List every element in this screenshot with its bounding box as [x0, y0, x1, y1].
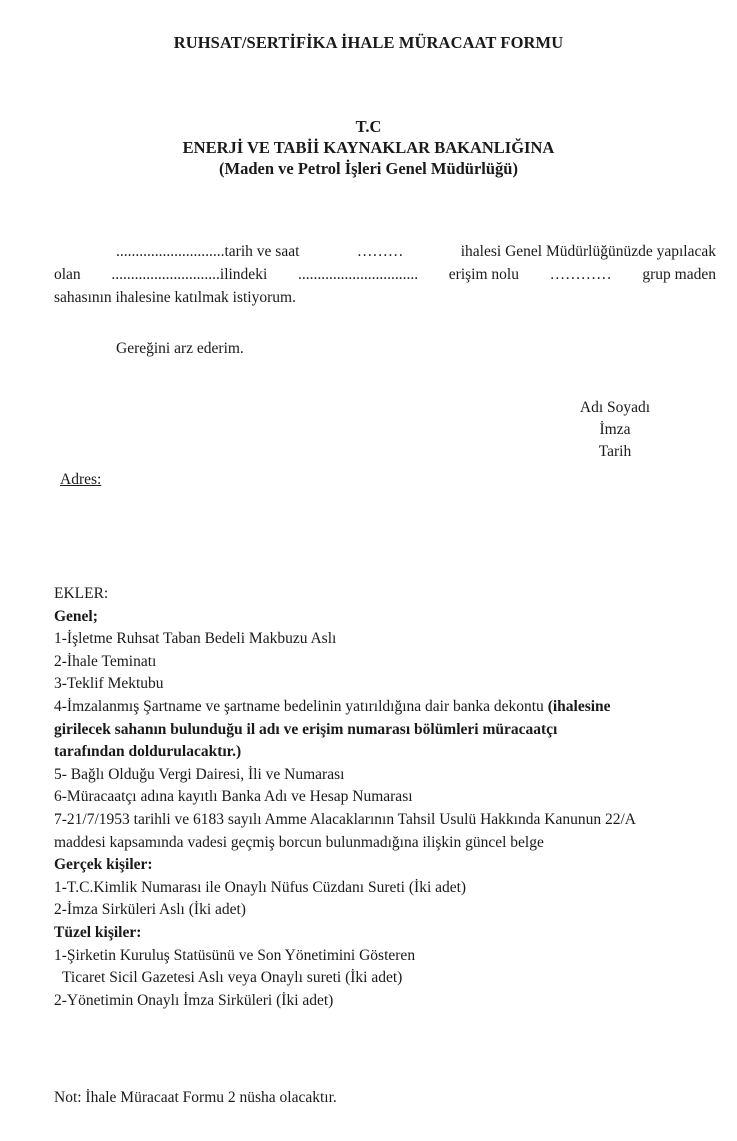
paragraph-line-2 [54, 263, 716, 286]
date-blank[interactable]: ............................ [116, 243, 225, 260]
text-grup-maden: grup maden [642, 266, 716, 283]
real-person-item: 1-T.C.Kimlik Numarası ile Onaylı Nüfus Cüzdanı Sureti (İki adet) [54, 878, 467, 896]
attachment-item: 3-Teklif Mektubu [54, 675, 164, 693]
item4-note-start: (ihalesine [547, 697, 611, 715]
legal-person-item-1-cont: Ticaret Sicil Gazetesi Aslı veya Onaylı sureti (İki adet) [62, 969, 403, 987]
group-blank[interactable]: ………… [549, 266, 612, 283]
addressee-tc: T.C [355, 117, 382, 136]
attachment-item-5: 5- Bağlı Olduğu Vergi Dairesi, İli ve Numarası [54, 765, 345, 783]
text-ilindeki: ilindeki [219, 266, 268, 283]
attachments-heading: EKLER: [54, 585, 109, 602]
request-text: Gereğini arz ederim. [116, 340, 244, 357]
addressee-ministry: ENERJİ VE TABİİ KAYNAKLAR BAKANLIĞINA [182, 138, 555, 157]
signature-name-label: Adı Soyadı [579, 399, 651, 416]
signature-block [540, 397, 690, 463]
province-blank[interactable]: ............................ [111, 266, 220, 283]
access-number-blank[interactable]: ............................... [297, 266, 419, 283]
text-erisim-nolu: erişim nolu [448, 266, 519, 283]
form-title: RUHSAT/SERTİFİKA İHALE MÜRACAAT FORMU [173, 33, 564, 52]
text-ihalesi: ihalesi Genel Müdürlüğünüzde yapılacak [460, 243, 716, 260]
signature-date-label: Tarih [598, 443, 632, 460]
legal-person-item-1: 1-Şirketin Kuruluş Statüsünü ve Son Yönetimini Gösteren [54, 946, 416, 964]
attachment-item-7: 7-21/7/1953 tarihli ve 6183 sayılı Amme Alacaklarının Tahsil Usulü Hakkında Kanunun 22/A [54, 810, 636, 828]
attachment-item-6: 6-Müracaatçı adına kayıtlı Banka Adı ve Hesap Numarası [54, 788, 413, 806]
item4-note-end: tarafından doldurulacaktır.) [54, 743, 242, 761]
legal-persons-heading: Tüzel kişiler: [54, 923, 142, 941]
general-heading: Genel; [54, 607, 98, 625]
attachment-item-4 [54, 696, 724, 719]
item4-note-cont: girilecek sahanın bulunduğu il adı ve erişim numarası bölümleri müracaatçı [54, 720, 558, 738]
application-paragraph [54, 240, 716, 309]
addressee-directorate: (Maden ve Petrol İşleri Genel Müdürlüğü) [219, 159, 518, 178]
item4-text: 4-İmzalanmış Şartname ve şartname bedelinin yatırıldığına dair banka dekontu [54, 697, 548, 715]
real-persons-heading: Gerçek kişiler: [54, 856, 153, 874]
signature-sign-label: İmza [599, 421, 631, 438]
footnote: Not: İhale Müracaat Formu 2 nüsha olacaktır. [54, 1089, 337, 1106]
real-person-item: 2-İmza Sirküleri Aslı (İki adet) [54, 901, 246, 919]
text-tarih-saat: tarih ve saat [224, 243, 300, 260]
paragraph-line-1 [54, 240, 716, 263]
paragraph-line-3: sahasının ihalesine katılmak istiyorum. [54, 289, 296, 306]
time-blank[interactable]: ……… [356, 243, 404, 260]
attachment-item: 2-İhale Teminatı [54, 652, 157, 670]
attachment-item-7-cont: maddesi kapsamında vadesi geçmiş borcun bulunmadığına ilişkin güncel belge [54, 833, 544, 851]
attachments-section [54, 583, 724, 1012]
legal-person-item-2: 2-Yönetimin Onaylı İmza Sirküleri (İki adet) [54, 991, 334, 1009]
address-label: Adres: [60, 471, 102, 488]
attachment-item: 1-İşletme Ruhsat Taban Bedeli Makbuzu Aslı [54, 630, 337, 648]
text-olan: olan [54, 266, 81, 283]
